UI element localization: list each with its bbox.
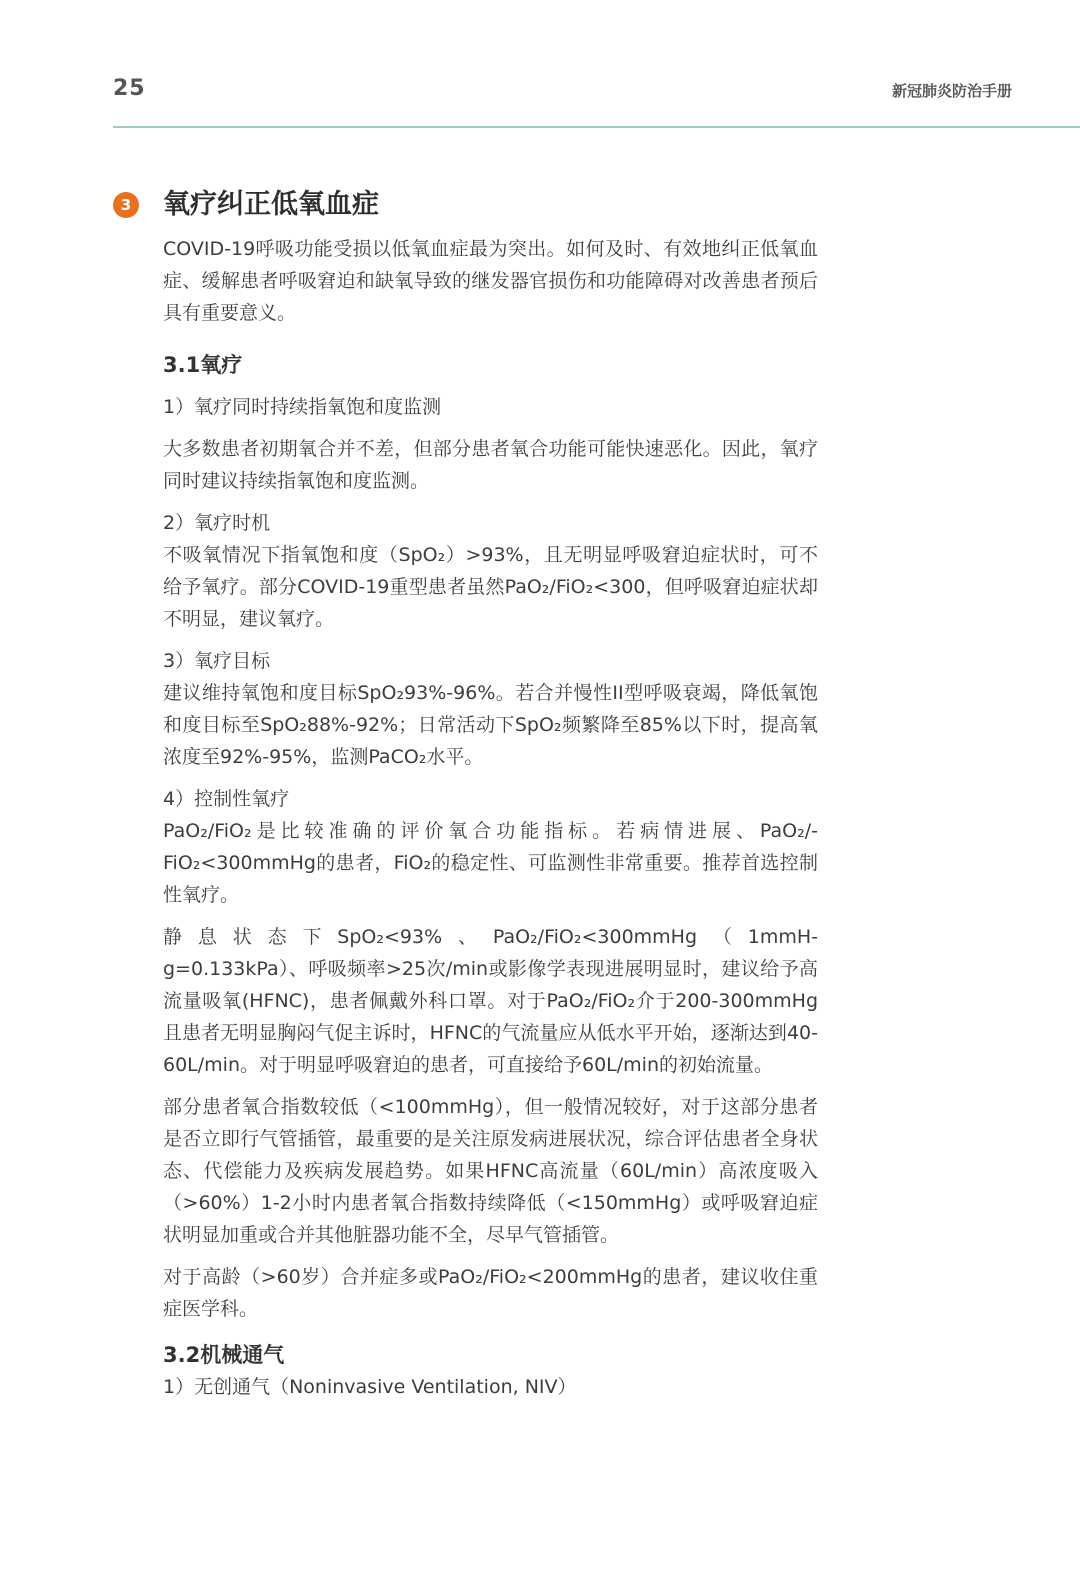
item-heading-monitoring: 1）氧疗同时持续指氧饱和度监测 <box>163 396 442 418</box>
item-body-controlled-4: 对于高龄（>60岁）合并症多或PaO₂/FiO₂<200mmHg的患者，建议收住重症医学科。 <box>163 1266 818 1320</box>
section-title: 氧疗纠正低氧血症 <box>163 189 379 220</box>
item-heading-controlled: 4）控制性氧疗 <box>163 788 290 810</box>
section-heading <box>120 185 818 229</box>
item-heading-target: 3）氧疗目标 <box>163 650 271 672</box>
page-content <box>120 185 818 1403</box>
section-intro: COVID-19呼吸功能受损以低氧血症最为突出。如何及时、有效地纠正低氧血症、缓解患者呼吸窘迫和缺氧导致的继发器官损伤和功能障碍对改善患者预后具有重要意义。 <box>163 238 818 324</box>
section-number-badge: 3 <box>113 192 139 218</box>
item-body-timing: 不吸氧情况下指氧饱和度（SpO₂）>93%，且无明显呼吸窘迫症状时，可不给予氧疗。部分COVID-19重型患者虽然PaO₂/FiO₂<300，但呼吸窘迫症状却不明显，建议氧疗。 <box>163 544 818 630</box>
item-body-monitoring: 大多数患者初期氧合并不差，但部分患者氧合功能可能快速恶化。因此，氧疗同时建议持续指氧饱和度监测。 <box>163 438 818 492</box>
item-heading-timing: 2）氧疗时机 <box>163 512 271 534</box>
running-title: 新冠肺炎防治手册 <box>891 82 1012 100</box>
item-body-target: 建议维持氧饱和度目标SpO₂93%-96%。若合并慢性II型呼吸衰竭，降低氧饱和度目标至SpO₂88%-92%；日常活动下SpO₂频繁降至85%以下时，提高氧浓度至92%-95%，监测PaCO₂水平。 <box>163 682 818 768</box>
subsection-title-mechanical-ventilation: 3.2机械通气 <box>163 1343 285 1367</box>
item-body-controlled-1: PaO₂/FiO₂是比较准确的评价氧合功能指标。若病情进展、PaO₂/-FiO₂<300mmHg的患者，FiO₂的稳定性、可监测性非常重要。推荐首选控制性氧疗。 <box>163 820 818 906</box>
header-divider <box>113 126 1080 128</box>
item-body-controlled-2: 静息状态下SpO₂<93%、PaO₂/FiO₂<300mmHg（1mmH-g=0.133kPa）、呼吸频率>25次/min或影像学表现进展明显时，建议给予高流量吸氧(HFNC)，患者佩戴外科口罩。对于PaO₂/FiO₂介于200-300mmHg且患者无明显胸闷气促主诉时，HFNC的气流量应从低水平开始，逐渐达到40-60L/min。对于明显呼吸窘迫的患者，可直接给予60L/min的初始流量。 <box>163 926 818 1076</box>
item-body-controlled-3: 部分患者氧合指数较低（<100mmHg），但一般情况较好，对于这部分患者是否立即行气管插管，最重要的是关注原发病进展状况，综合评估患者全身状态、代偿能力及疾病发展趋势。如果HFNC高流量（60L/min）高浓度吸入（>60%）1-2小时内患者氧合指数持续降低（<150mmHg）或呼吸窘迫症状明显加重或合并其他脏器功能不全，尽早气管插管。 <box>163 1096 818 1246</box>
page-number: 25 <box>113 76 146 101</box>
item-heading-niv: 1）无创通气（Noninvasive Ventilation, NIV） <box>163 1376 577 1398</box>
subsection-title-oxygen-therapy: 3.1氧疗 <box>163 353 243 377</box>
